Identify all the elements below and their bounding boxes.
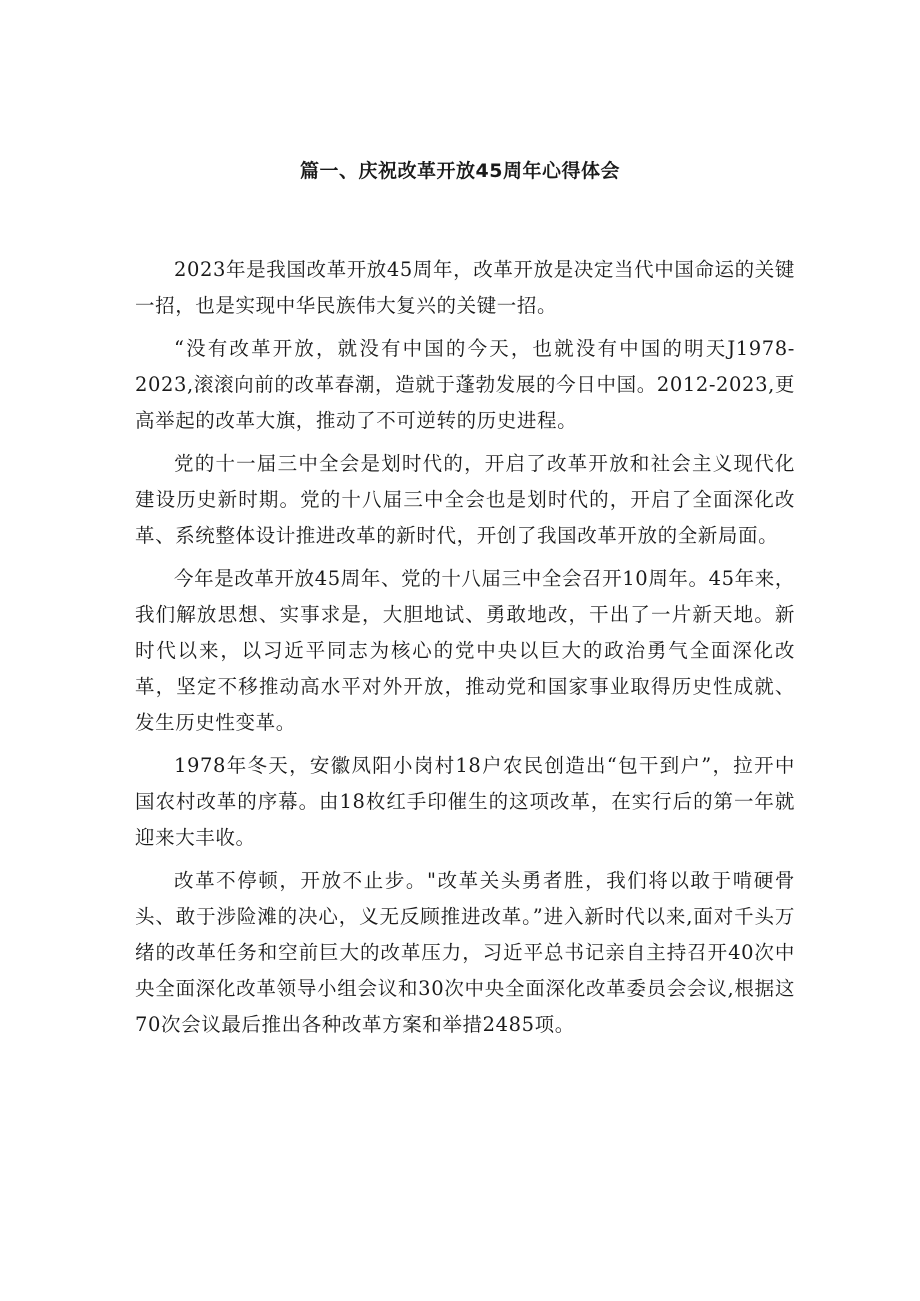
paragraph-1: 2023年是我国改革开放45周年，改革开放是决定当代中国命运的关键一招，也是实现中华民族伟大复兴的关键一招。 <box>135 258 795 317</box>
paragraph-3: 党的十一届三中全会是划时代的，开启了改革开放和社会主义现代化建设历史新时期。党的十八届三中全会也是划时代的，开启了全面深化改革、系统整体设计推进改革的新时代，开创了我国改革开放的全新局面。 <box>135 452 795 547</box>
paragraph-5: 1978年冬天，安徽凤阳小岗村18户农民创造出“包干到户”，拉开中国农村改革的序幕。由18枚红手印催生的这项改革，在实行后的第一年就迎来大丰收。 <box>135 754 795 849</box>
paragraph-4: 今年是改革开放45周年、党的十八届三中全会召开10周年。45年来，我们解放思想、实事求是，大胆地试、勇敢地改，干出了一片新天地。新时代以来，以习近平同志为核心的党中央以巨大的政治勇气全面深化改革，坚定不移推动高水平对外开放，推动党和国家事业取得历史性成就、发生历史性变革。 <box>135 567 795 734</box>
paragraph-2: “没有改革开放，就没有中国的今天，也就没有中国的明天J1978-2023,滚滚向前的改革春潮，造就于蓬勃发展的今日中国。2012-2023,更高举起的改革大旗，推动了不可逆转的历史进程。 <box>135 337 795 432</box>
document-body <box>135 252 795 1050</box>
paragraph-6: 改革不停顿，开放不止步。"改革关头勇者胜，我们将以敢于啃硬骨头、敢于涉险滩的决心，义无反顾推进改革。”进入新时代以来,面对千头万绪的改革任务和空前巨大的改革压力，习近平总书记亲自主持召开40次中央全面深化改革领导小组会议和30次中央全面深化改革委员会会议,根据这70次会议最后推出各种改革方案和举措2485项。 <box>135 869 795 1036</box>
document-title: 篇一、庆祝改革开放45周年心得体会 <box>300 160 620 182</box>
